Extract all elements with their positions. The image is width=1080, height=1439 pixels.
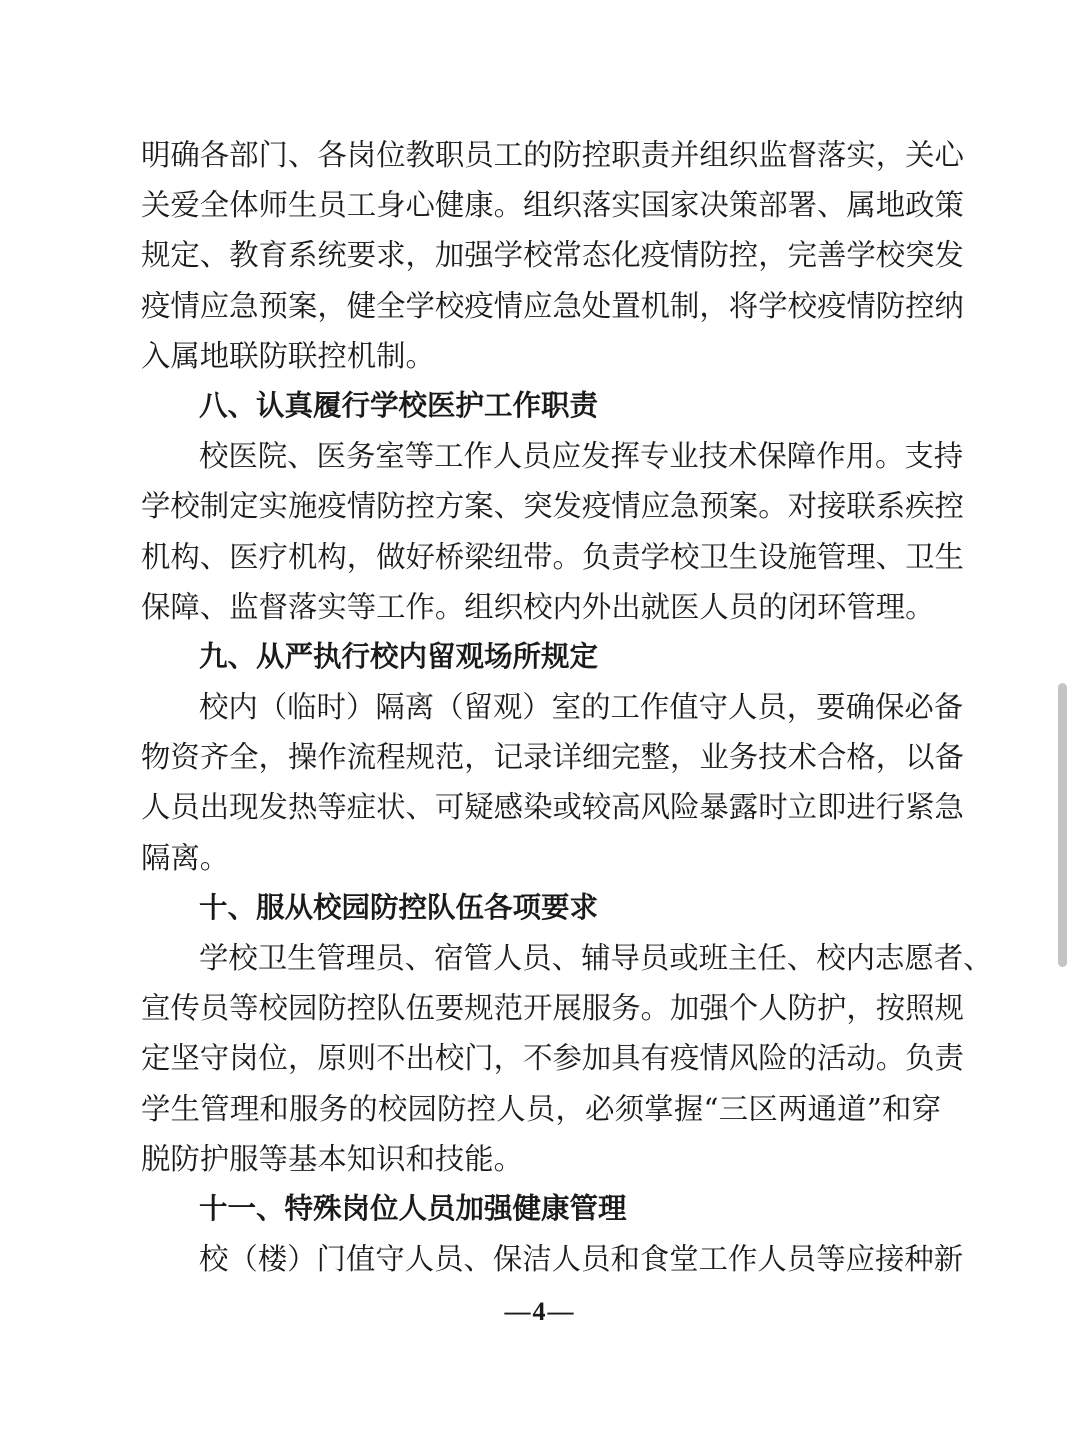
paragraph-line: 明确各部门、各岗位教职员工的防控职责并组织监督落实，关心: [141, 138, 964, 172]
paragraph-line: 校医院、医务室等工作人员应发挥专业技术保障作用。支持: [199, 439, 964, 474]
paragraph-line: 隔离。: [141, 840, 230, 875]
section-heading-9: 九、从严执行校内留观场所规定: [199, 639, 599, 673]
paragraph-line: 校内（临时）隔离（留观）室的工作值守人员，要确保必备: [199, 690, 964, 725]
paragraph-line: 疫情应急预案，健全学校疫情应急处置机制，将学校疫情防控纳: [141, 288, 964, 323]
paragraph-line: 脱防护服等基本知识和技能。: [141, 1141, 524, 1176]
paragraph-line: 学校制定实施疫情防控方案、突发疫情应急预案。对接联系疾控: [141, 489, 964, 524]
paragraph-line: 校（楼）门值守人员、保洁人员和食堂工作人员等应接种新: [199, 1242, 964, 1277]
paragraph-line: 入属地联防联控机制。: [141, 338, 435, 373]
paragraph-line: 宣传员等校园防控队伍要规范开展服务。加强个人防护，按照规: [141, 991, 964, 1026]
paragraph-line: 人员出现发热等症状、可疑感染或较高风险暴露时立即进行紧急: [141, 790, 964, 825]
vertical-scrollbar[interactable]: [1058, 683, 1067, 967]
paragraph-line: 关爱全体师生员工身心健康。组织落实国家决策部署、属地政策: [141, 188, 964, 223]
paragraph-line: 定坚守岗位，原则不出校门，不参加具有疫情风险的活动。负责: [141, 1041, 964, 1076]
page-number: —4—: [504, 1297, 576, 1326]
paragraph-line: 保障、监督落实等工作。组织校内外出就医人员的闭环管理。: [141, 589, 935, 624]
paragraph-line: 学生管理和服务的校园防控人员，必须掌握“三区两通道”和穿: [141, 1091, 941, 1126]
paragraph-line: 规定、教育系统要求，加强学校常态化疫情防控，完善学校突发: [141, 238, 964, 273]
paragraph-line: 学校卫生管理员、宿管人员、辅导员或班主任、校内志愿者、: [199, 941, 993, 975]
paragraph-line: 机构、医疗机构，做好桥梁纽带。负责学校卫生设施管理、卫生: [141, 539, 964, 574]
section-heading-10: 十、服从校园防控队伍各项要求: [199, 890, 599, 924]
section-heading-8: 八、认真履行学校医护工作职责: [199, 388, 599, 422]
paragraph-line: 物资齐全，操作流程规范，记录详细完整，业务技术合格，以备: [141, 740, 964, 775]
section-heading-11: 十一、特殊岗位人员加强健康管理: [199, 1191, 627, 1225]
document-body: [141, 130, 993, 1284]
